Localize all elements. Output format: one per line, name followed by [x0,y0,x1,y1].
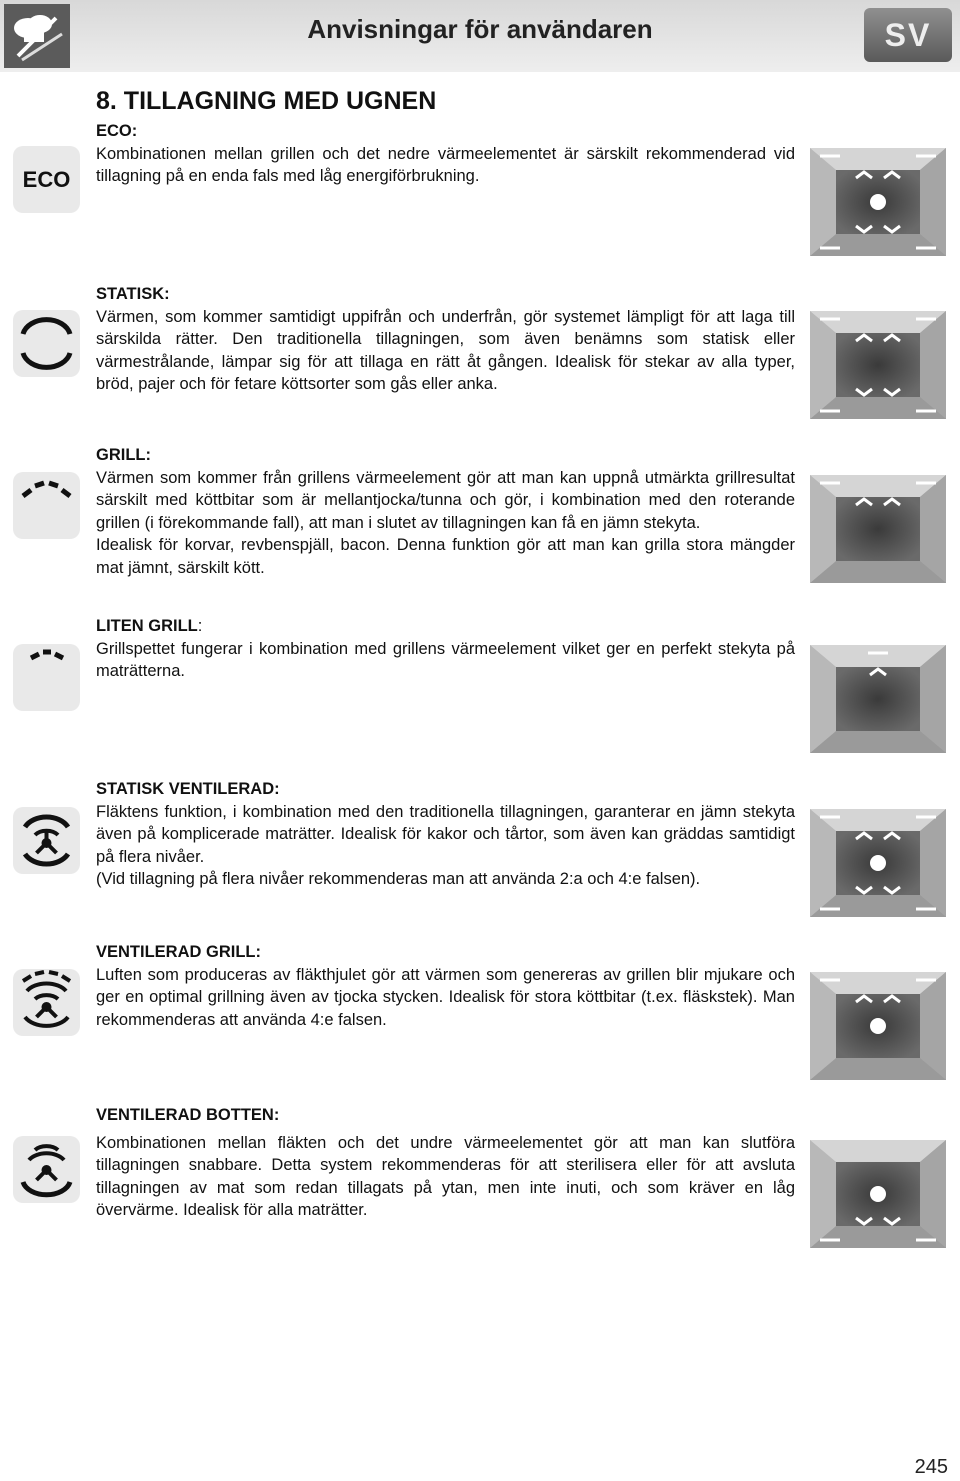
eco-icon-label: ECO [22,167,71,192]
mode-section-statisk [96,283,795,396]
mode-heading: VENTILERAD GRILL: [96,943,261,961]
mode-heading: GRILL: [96,446,151,464]
mode-description [96,1132,795,1222]
eco-mode-icon [13,146,80,213]
mode-section-eco [96,120,795,188]
mode-section-ventilerad-botten [96,1104,795,1222]
oven-heating-diagram-icon [810,645,946,753]
page-header-title: Anvisningar för användaren [307,14,653,44]
mode-paragraph: Idealisk för korvar, revbenspjäll, bacon. Denna funktion gör att man kan grilla stora mängder mat jämnt, särskilt kött. [96,536,795,577]
oven-heating-diagram-icon [810,972,946,1080]
oven-heating-diagram-icon [810,809,946,917]
mode-paragraph: Värmen som kommer från grillens värmeelement gör att man kan uppnå utmärkta grillresultat särskilt med köttbitar som är mellantjocka/tunna och gör, i kombination med den roterande grillen (i förekommande fall), att man i slutet av tillagningen kan få en jämn stekyta. [96,468,795,532]
mode-section-liten-grill [96,615,795,683]
oven-heating-diagram-icon [810,1140,946,1248]
mode-heading: ECO: [96,122,138,140]
fan-grill-mode-icon [13,969,80,1036]
language-badge: SV [864,8,952,62]
small-grill-mode-icon [13,644,80,711]
oven-heating-diagram-icon [810,148,946,256]
mode-heading: VENTILERAD BOTTEN: [96,1106,280,1124]
mode-paragraph: Luften som produceras av fläkthjulet gör att värmen som genereras av grillen blir mjukare och ger en optimal grillning även av tjocka stycken. Idealisk för stora köttbitar (t.ex. fläskstek). Man rekommenderas att använda 4:e falsen. [96,965,795,1029]
mode-heading: LITEN GRILL: [96,617,203,635]
mode-paragraph: (Vid tillagning på flera nivåer rekommenderas man att använda 2:a och 4:e falsen). [96,870,701,889]
mode-description [96,638,795,683]
section-title: 8. TILLAGNING MED UGNEN [96,87,437,115]
mode-section-grill [96,444,795,580]
static-fan-mode-icon [13,807,80,874]
static-mode-icon [13,310,80,377]
mode-description [96,143,795,188]
page-number: 245 [914,1456,948,1478]
mode-paragraph: Kombinationen mellan fläkten och det undre värmeelementet gör att man kan slutföra tillagningen snabbare. Detta system rekommenderas för att sterilisera eller för att avsluta tillagningen av mat som redan tillagats på ytan, men inte inuti, och som kräver en låg övervärme. Idealisk för alla maträtter. [96,1133,795,1220]
mode-description [96,467,795,580]
mode-section-statisk-ventilerad [96,778,795,891]
grill-mode-icon [13,472,80,539]
mode-description [96,964,795,1032]
mode-paragraph: Grillspettet fungerar i kombination med grillens värmeelement vilket ger en perfekt stekyta på maträtterna. [96,639,795,681]
oven-heating-diagram-icon [810,311,946,419]
mode-section-ventilerad-grill [96,941,795,1031]
mode-description [96,801,795,891]
mode-paragraph: Kombinationen mellan grillen och det nedre värmeelementet är särskilt rekommenderad vid tillagning på en enda fals med låg energiförbrukning. [96,144,795,186]
chef-hat-logo-icon [4,4,70,68]
page-header [0,0,960,72]
mode-paragraph: Värmen, som kommer samtidigt uppifrån och underfrån, gör systemet lämpligt för att laga till särskilda rätter. Den traditionella tillagningen, som även benämns som statisk eller värmestrålande, lämpar sig för att tillaga en rätt åt gången. Idealisk för stekar av alla typer, bröd, pajer och för fetare köttsorter som gås eller anka. [96,307,795,394]
mode-description [96,306,795,396]
mode-heading: STATISK VENTILERAD: [96,780,280,798]
mode-heading: STATISK: [96,285,170,303]
oven-heating-diagram-icon [810,475,946,583]
fan-bottom-mode-icon [13,1136,80,1203]
mode-paragraph: Fläktens funktion, i kombination med den traditionella tillagningen, garanterar en jämn stekyta även på komplicerade maträtter. Idealisk för kakor och tårtor, som även kan gräddas samtidigt på flera nivåer. [96,802,795,866]
